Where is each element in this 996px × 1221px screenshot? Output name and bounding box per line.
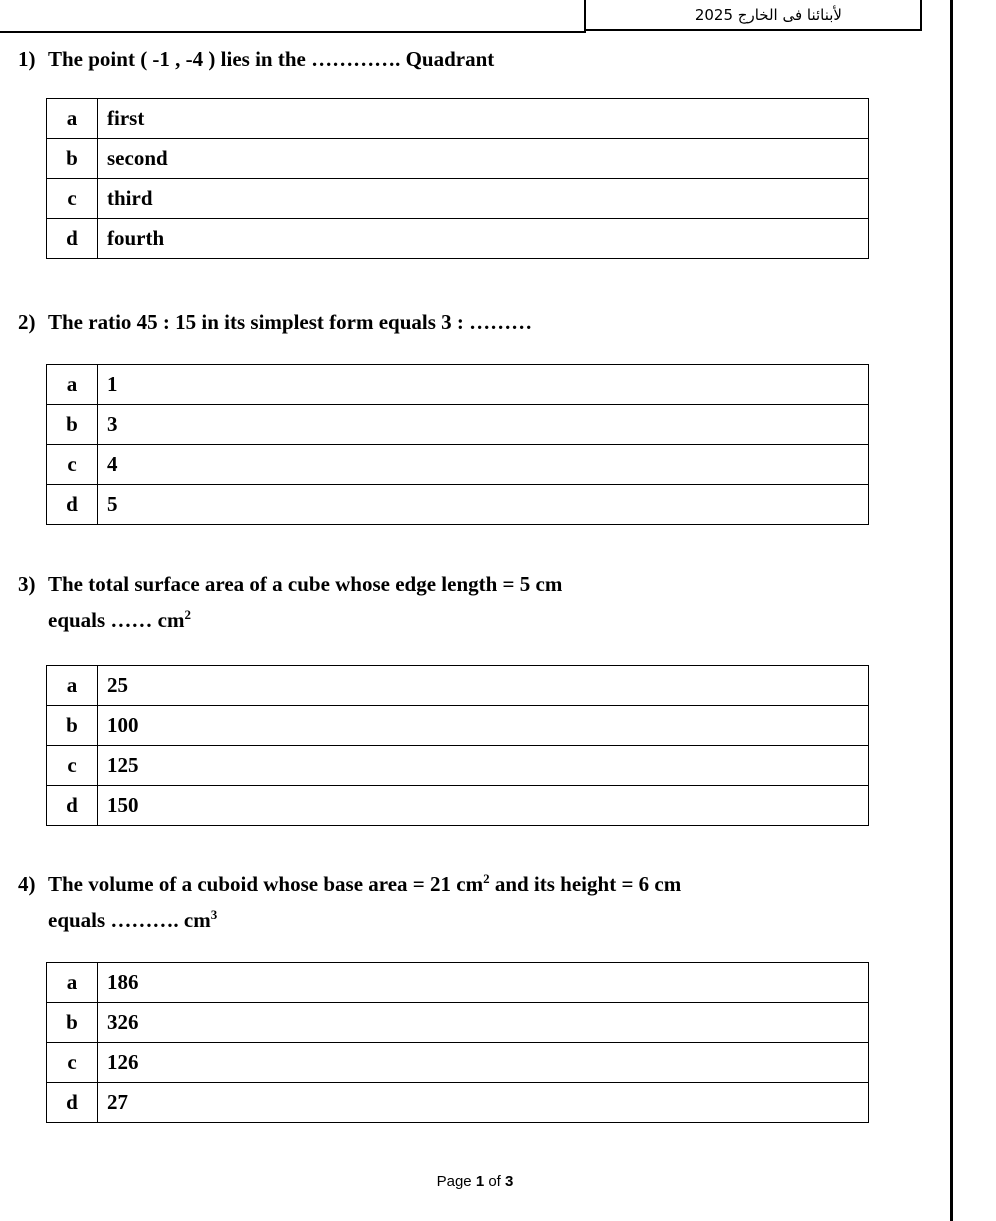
option-letter: a bbox=[47, 963, 98, 1003]
option-value: fourth bbox=[98, 219, 869, 259]
page-of-label: of bbox=[488, 1173, 501, 1190]
option-row[interactable] bbox=[47, 1083, 869, 1123]
question-text: The volume of a cuboid whose base area = 21 cm bbox=[48, 872, 484, 896]
option-letter: a bbox=[47, 99, 98, 139]
option-letter: c bbox=[47, 1043, 98, 1083]
option-row[interactable] bbox=[47, 219, 869, 259]
question-text-tail: and its height = 6 cm bbox=[489, 872, 682, 896]
option-row[interactable] bbox=[47, 1043, 869, 1083]
options-table-4 bbox=[46, 962, 869, 1123]
question-2 bbox=[18, 307, 532, 337]
option-row[interactable] bbox=[47, 139, 869, 179]
option-letter: c bbox=[47, 445, 98, 485]
option-value: 27 bbox=[98, 1083, 869, 1123]
question-text: The point ( -1 , -4 ) lies in the …………. Quadrant bbox=[48, 47, 495, 71]
option-letter: c bbox=[47, 179, 98, 219]
options-table-3 bbox=[46, 665, 869, 826]
option-letter: b bbox=[47, 405, 98, 445]
option-value: 326 bbox=[98, 1003, 869, 1043]
option-value: 5 bbox=[98, 485, 869, 525]
option-row[interactable] bbox=[47, 445, 869, 485]
option-letter: a bbox=[47, 365, 98, 405]
question-number: 3) bbox=[18, 572, 36, 596]
superscript: 2 bbox=[483, 871, 490, 886]
option-row[interactable] bbox=[47, 666, 869, 706]
option-value: 150 bbox=[98, 786, 869, 826]
superscript: 3 bbox=[210, 907, 218, 922]
page-footer bbox=[0, 1173, 950, 1190]
option-row[interactable] bbox=[47, 706, 869, 746]
question-text-line2 bbox=[18, 605, 562, 635]
header-box bbox=[584, 0, 922, 31]
options-table-1 bbox=[46, 98, 869, 259]
option-value: 1 bbox=[98, 365, 869, 405]
option-letter: d bbox=[47, 1083, 98, 1123]
right-margin-rule bbox=[950, 0, 953, 1221]
option-row[interactable] bbox=[47, 1003, 869, 1043]
question-number: 2) bbox=[18, 310, 36, 334]
option-value: 186 bbox=[98, 963, 869, 1003]
question-text-continued: equals ………. cm bbox=[48, 908, 211, 932]
option-row[interactable] bbox=[47, 99, 869, 139]
question-number: 4) bbox=[18, 872, 36, 896]
option-letter: d bbox=[47, 219, 98, 259]
option-value: 126 bbox=[98, 1043, 869, 1083]
question-1 bbox=[18, 44, 494, 74]
page-current: 1 bbox=[475, 1173, 485, 1190]
header-rule bbox=[0, 31, 586, 33]
option-letter: b bbox=[47, 1003, 98, 1043]
page-total: 3 bbox=[505, 1173, 514, 1190]
option-letter: d bbox=[47, 485, 98, 525]
option-letter: b bbox=[47, 706, 98, 746]
option-value: third bbox=[98, 179, 869, 219]
option-row[interactable] bbox=[47, 485, 869, 525]
option-row[interactable] bbox=[47, 746, 869, 786]
option-letter: a bbox=[47, 666, 98, 706]
question-text: The ratio 45 : 15 in its simplest form equals 3 : ……… bbox=[48, 310, 533, 334]
question-3 bbox=[18, 569, 562, 635]
superscript: 2 bbox=[184, 607, 191, 622]
question-text-continued: equals …… cm bbox=[48, 608, 185, 632]
option-value: second bbox=[98, 139, 869, 179]
question-text: The total surface area of a cube whose edge length = 5 cm bbox=[48, 572, 563, 596]
option-value: first bbox=[98, 99, 869, 139]
option-row[interactable] bbox=[47, 365, 869, 405]
header-title: لأبنائنا فى الخارج 2025 bbox=[694, 6, 842, 24]
option-value: 100 bbox=[98, 706, 869, 746]
question-text-line2 bbox=[18, 905, 681, 935]
option-value: 25 bbox=[98, 666, 869, 706]
question-4 bbox=[18, 869, 681, 935]
question-number: 1) bbox=[18, 47, 36, 71]
option-value: 4 bbox=[98, 445, 869, 485]
option-row[interactable] bbox=[47, 405, 869, 445]
option-row[interactable] bbox=[47, 179, 869, 219]
option-value: 3 bbox=[98, 405, 869, 445]
option-value: 125 bbox=[98, 746, 869, 786]
option-letter: b bbox=[47, 139, 98, 179]
options-table-2 bbox=[46, 364, 869, 525]
option-row[interactable] bbox=[47, 963, 869, 1003]
option-row[interactable] bbox=[47, 786, 869, 826]
option-letter: d bbox=[47, 786, 98, 826]
page-label: Page bbox=[436, 1173, 472, 1190]
option-letter: c bbox=[47, 746, 98, 786]
